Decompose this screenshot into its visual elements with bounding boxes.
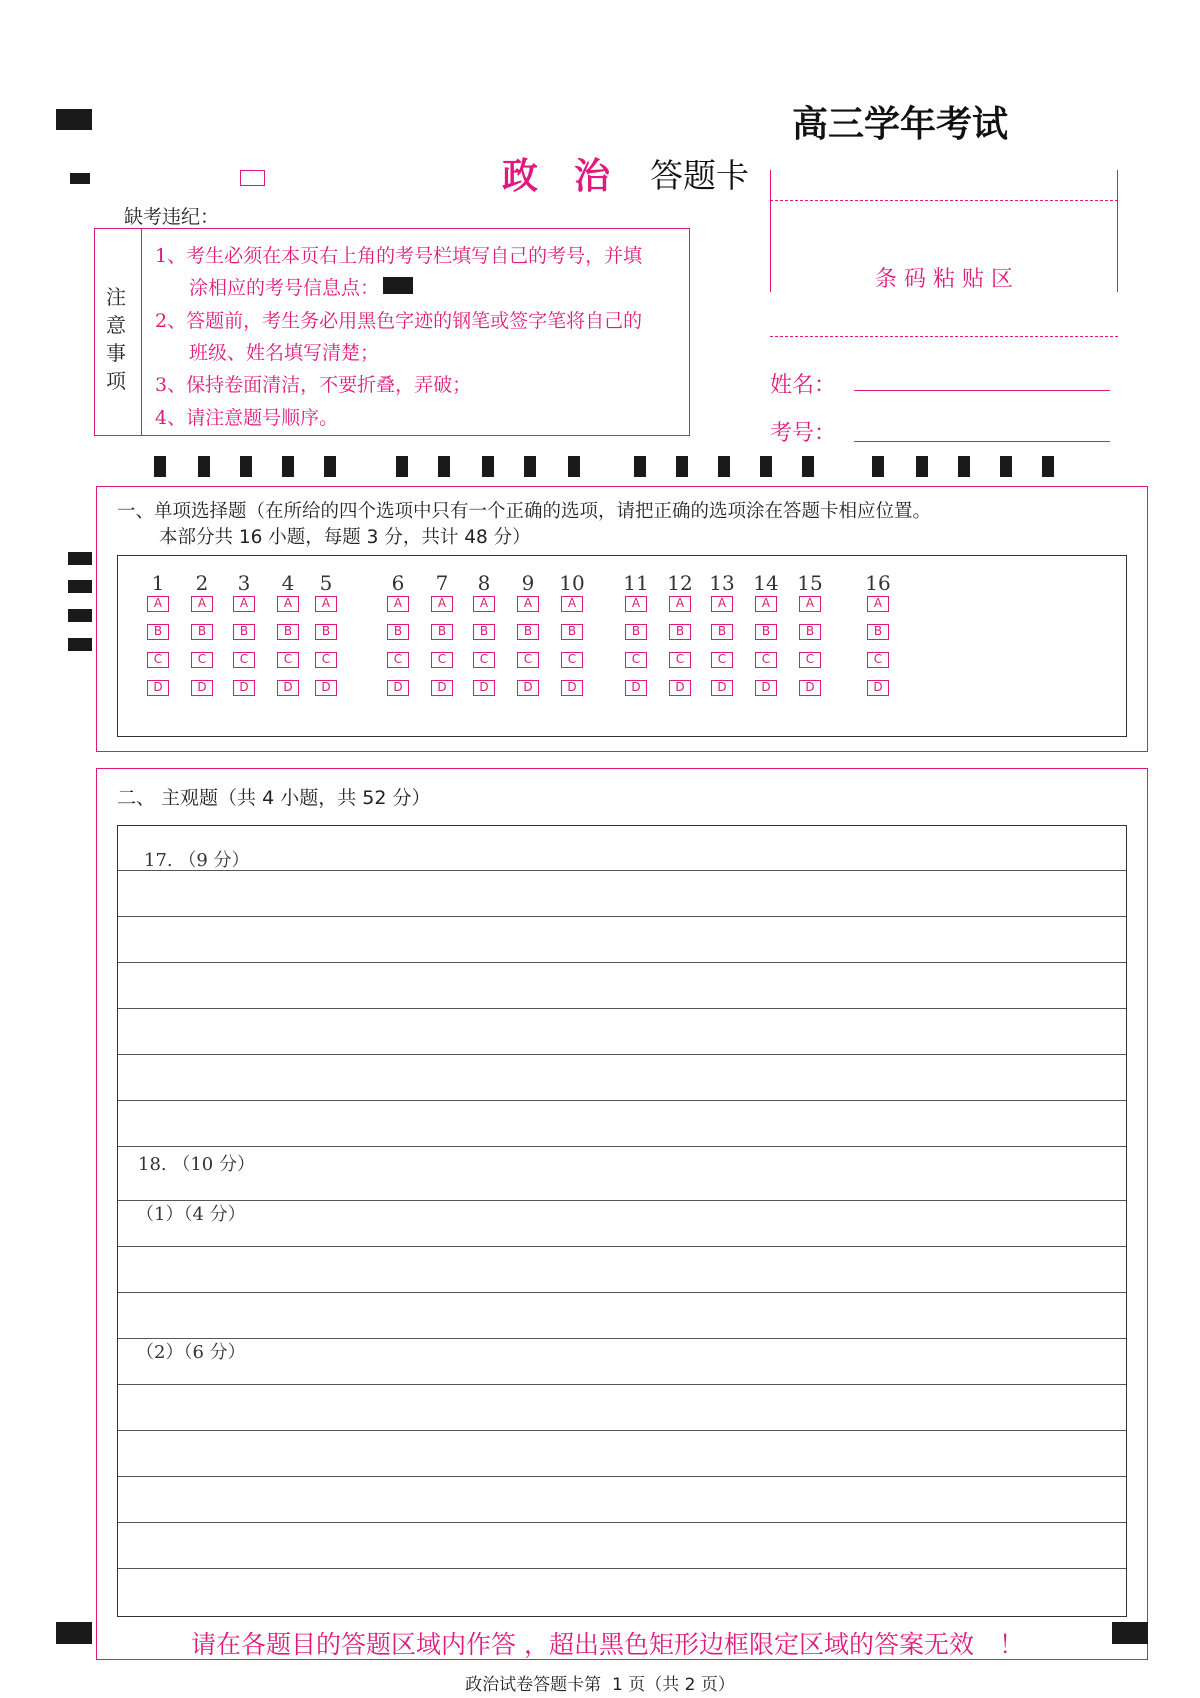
bubble-q5-a[interactable]: A <box>315 596 337 612</box>
bubble-q7-d[interactable]: D <box>431 680 453 696</box>
notice-item-3: 3、保持卷面清洁，不要折叠，弄破； <box>155 374 472 396</box>
answer-line <box>118 962 1126 963</box>
answer-line <box>118 1384 1126 1385</box>
timing-mark <box>70 173 90 184</box>
bubble-q6-a[interactable]: A <box>387 596 409 612</box>
bubble-q6-c[interactable]: C <box>387 652 409 668</box>
bubble-q3-a[interactable]: A <box>233 596 255 612</box>
question-number: 16 <box>865 571 891 595</box>
bubble-q7-b[interactable]: B <box>431 624 453 640</box>
bubble-q11-b[interactable]: B <box>625 624 647 640</box>
question-18-1-label: （1）（4 分） <box>136 1204 246 1225</box>
bubble-q16-a[interactable]: A <box>867 596 889 612</box>
question-10-column <box>558 570 586 708</box>
answer-line <box>118 1522 1126 1523</box>
timing-mark <box>802 456 814 477</box>
bubble-q7-c[interactable]: C <box>431 652 453 668</box>
question-9-column <box>514 570 542 708</box>
bubble-q5-c[interactable]: C <box>315 652 337 668</box>
bubble-q15-b[interactable]: B <box>799 624 821 640</box>
bubble-q8-c[interactable]: C <box>473 652 495 668</box>
bubble-q2-a[interactable]: A <box>191 596 213 612</box>
bubble-q10-d[interactable]: D <box>561 680 583 696</box>
timing-mark <box>240 456 252 477</box>
question-7-column <box>428 570 456 708</box>
timing-mark <box>482 456 494 477</box>
answer-line <box>118 1338 1126 1339</box>
timing-mark <box>438 456 450 477</box>
question-number: 9 <box>521 571 535 595</box>
bubble-grid <box>117 555 1127 737</box>
bubble-q12-a[interactable]: A <box>669 596 691 612</box>
side-mark <box>68 580 92 593</box>
bubble-q2-d[interactable]: D <box>191 680 213 696</box>
question-number: 12 <box>667 571 693 595</box>
question-number: 10 <box>559 571 585 595</box>
question-number: 14 <box>753 571 779 595</box>
bubble-q1-d[interactable]: D <box>147 680 169 696</box>
answer-line <box>118 1568 1126 1569</box>
bubble-q6-d[interactable]: D <box>387 680 409 696</box>
bubble-q16-c[interactable]: C <box>867 652 889 668</box>
answer-line <box>118 1292 1126 1293</box>
question-number: 3 <box>237 571 251 595</box>
answer-line <box>118 1246 1126 1247</box>
page-info: 政治试卷答题卡第 1 页（共 2 页） <box>465 1675 735 1695</box>
question-6-column <box>384 570 412 708</box>
answer-line <box>118 1430 1126 1431</box>
question-4-column <box>274 570 302 708</box>
name-field[interactable] <box>854 390 1110 391</box>
question-3-column <box>230 570 258 708</box>
timing-mark <box>958 456 970 477</box>
corner-mark-top-left <box>56 109 92 130</box>
bubble-q15-c[interactable]: C <box>799 652 821 668</box>
bubble-q7-a[interactable]: A <box>431 596 453 612</box>
notice-item-1: 1、考生必须在本页右上角的考号栏填写自己的考号，并填 <box>155 245 643 267</box>
answer-line <box>118 1476 1126 1477</box>
question-8-column <box>470 570 498 708</box>
notice-title: 注 意 事 项 <box>106 285 126 393</box>
answer-line <box>118 1054 1126 1055</box>
bubble-q4-d[interactable]: D <box>277 680 299 696</box>
timing-mark <box>1042 456 1054 477</box>
timing-mark <box>760 456 772 477</box>
absent-label: 缺考违纪： <box>124 206 220 228</box>
footer-warning: 请在各题目的答题区域内作答 ，超出黑色矩形边框限定区域的答案无效 ！ <box>191 1630 1024 1659</box>
bubble-q11-c[interactable]: C <box>625 652 647 668</box>
question-16-column <box>864 570 892 708</box>
question-number: 6 <box>391 571 405 595</box>
answer-line <box>118 1146 1126 1147</box>
question-15-column <box>796 570 824 708</box>
bubble-q4-b[interactable]: B <box>277 624 299 640</box>
notice-item-2-cont: 班级、姓名填写清楚； <box>189 342 380 364</box>
question-number: 15 <box>797 571 823 595</box>
barcode-area <box>770 170 1118 336</box>
bubble-q1-b[interactable]: B <box>147 624 169 640</box>
bubble-q8-d[interactable]: D <box>473 680 495 696</box>
id-label: 考号： <box>770 421 837 446</box>
bubble-q9-c[interactable]: C <box>517 652 539 668</box>
bubble-q2-b[interactable]: B <box>191 624 213 640</box>
bubble-q2-c[interactable]: C <box>191 652 213 668</box>
bubble-q14-d[interactable]: D <box>755 680 777 696</box>
bubble-q10-a[interactable]: A <box>561 596 583 612</box>
question-17-label: 17. （9 分） <box>144 850 250 871</box>
section1-box <box>96 486 1148 752</box>
timing-mark <box>634 456 646 477</box>
question-number: 8 <box>477 571 491 595</box>
bubble-q14-c[interactable]: C <box>755 652 777 668</box>
question-11-column <box>622 570 650 708</box>
side-mark <box>68 552 92 565</box>
question-number: 4 <box>281 571 295 595</box>
filled-bubble-example <box>383 277 413 294</box>
question-2-column <box>188 570 216 708</box>
timing-mark <box>282 456 294 477</box>
timing-mark <box>1000 456 1012 477</box>
subject-title: 政 治 <box>502 156 611 197</box>
question-1-column <box>144 570 172 708</box>
bubble-q10-c[interactable]: C <box>561 652 583 668</box>
question-number: 13 <box>709 571 735 595</box>
question-number: 5 <box>319 571 333 595</box>
question-number: 11 <box>623 571 649 595</box>
bubble-q13-d[interactable]: D <box>711 680 733 696</box>
timing-mark <box>154 456 166 477</box>
section1-subtitle: 本部分共 16 小题，每题 3 分，共计 48 分） <box>159 527 531 548</box>
bubble-q9-b[interactable]: B <box>517 624 539 640</box>
question-number: 1 <box>151 571 165 595</box>
timing-mark <box>872 456 884 477</box>
card-title: 答题卡 <box>650 156 749 195</box>
bubble-q12-d[interactable]: D <box>669 680 691 696</box>
corner-mark-bottom-left <box>56 1622 92 1644</box>
question-number: 7 <box>435 571 449 595</box>
timing-mark <box>916 456 928 477</box>
section2-box <box>96 768 1148 1660</box>
notice-item-4: 4、请注意题号顺序。 <box>155 407 339 429</box>
absent-checkbox[interactable] <box>240 170 265 186</box>
notice-box <box>94 228 690 436</box>
notice-item-2: 2、答题前，考生务必用黑色字迹的钢笔或签字笔将自己的 <box>155 310 643 332</box>
bubble-q13-b[interactable]: B <box>711 624 733 640</box>
bubble-q9-d[interactable]: D <box>517 680 539 696</box>
answer-line <box>118 1100 1126 1101</box>
bubble-q4-a[interactable]: A <box>277 596 299 612</box>
bubble-q5-d[interactable]: D <box>315 680 337 696</box>
bubble-q11-d[interactable]: D <box>625 680 647 696</box>
timing-mark <box>568 456 580 477</box>
side-mark <box>68 609 92 622</box>
bubble-q3-b[interactable]: B <box>233 624 255 640</box>
bubble-q3-d[interactable]: D <box>233 680 255 696</box>
bubble-q9-a[interactable]: A <box>517 596 539 612</box>
bubble-q16-b[interactable]: B <box>867 624 889 640</box>
answer-line <box>118 1200 1126 1201</box>
side-mark <box>68 638 92 651</box>
bubble-q13-c[interactable]: C <box>711 652 733 668</box>
timing-mark <box>198 456 210 477</box>
bubble-q11-a[interactable]: A <box>625 596 647 612</box>
timing-mark <box>718 456 730 477</box>
timing-mark <box>524 456 536 477</box>
question-18-label: 18. （10 分） <box>138 1154 255 1175</box>
bubble-q16-d[interactable]: D <box>867 680 889 696</box>
section1-title: 一、单项选择题（在所给的四个选项中只有一个正确的选项，请把正确的选项涂在答题卡相应位置。 <box>117 501 932 522</box>
bubble-q4-c[interactable]: C <box>277 652 299 668</box>
corner-mark-bottom-right <box>1112 1622 1148 1644</box>
bubble-q12-b[interactable]: B <box>669 624 691 640</box>
exam-title: 高三学年考试 <box>792 104 1009 145</box>
bubble-q8-b[interactable]: B <box>473 624 495 640</box>
bubble-q14-a[interactable]: A <box>755 596 777 612</box>
answer-area[interactable] <box>117 825 1127 1617</box>
question-14-column <box>752 570 780 708</box>
bubble-q15-a[interactable]: A <box>799 596 821 612</box>
question-number: 2 <box>195 571 209 595</box>
answer-line <box>118 870 1126 871</box>
question-13-column <box>708 570 736 708</box>
bubble-q15-d[interactable]: D <box>799 680 821 696</box>
bubble-q3-c[interactable]: C <box>233 652 255 668</box>
question-18-2-label: （2）（6 分） <box>136 1342 246 1363</box>
bubble-q1-c[interactable]: C <box>147 652 169 668</box>
bubble-q12-c[interactable]: C <box>669 652 691 668</box>
bubble-q13-a[interactable]: A <box>711 596 733 612</box>
barcode-label: 条 码 粘 贴 区 <box>875 267 1013 292</box>
bubble-q6-b[interactable]: B <box>387 624 409 640</box>
bubble-q5-b[interactable]: B <box>315 624 337 640</box>
section2-title: 二、 主观题（共 4 小题，共 52 分） <box>117 787 431 809</box>
bubble-q1-a[interactable]: A <box>147 596 169 612</box>
answer-line <box>118 1008 1126 1009</box>
id-field[interactable] <box>854 441 1110 442</box>
question-12-column <box>666 570 694 708</box>
question-5-column <box>312 570 340 708</box>
bubble-q8-a[interactable]: A <box>473 596 495 612</box>
timing-mark <box>676 456 688 477</box>
timing-mark <box>396 456 408 477</box>
notice-item-1-cont: 涂相应的考号信息点： <box>189 277 380 299</box>
answer-line <box>118 916 1126 917</box>
timing-mark <box>324 456 336 477</box>
name-label: 姓名： <box>770 373 837 398</box>
bubble-q14-b[interactable]: B <box>755 624 777 640</box>
bubble-q10-b[interactable]: B <box>561 624 583 640</box>
